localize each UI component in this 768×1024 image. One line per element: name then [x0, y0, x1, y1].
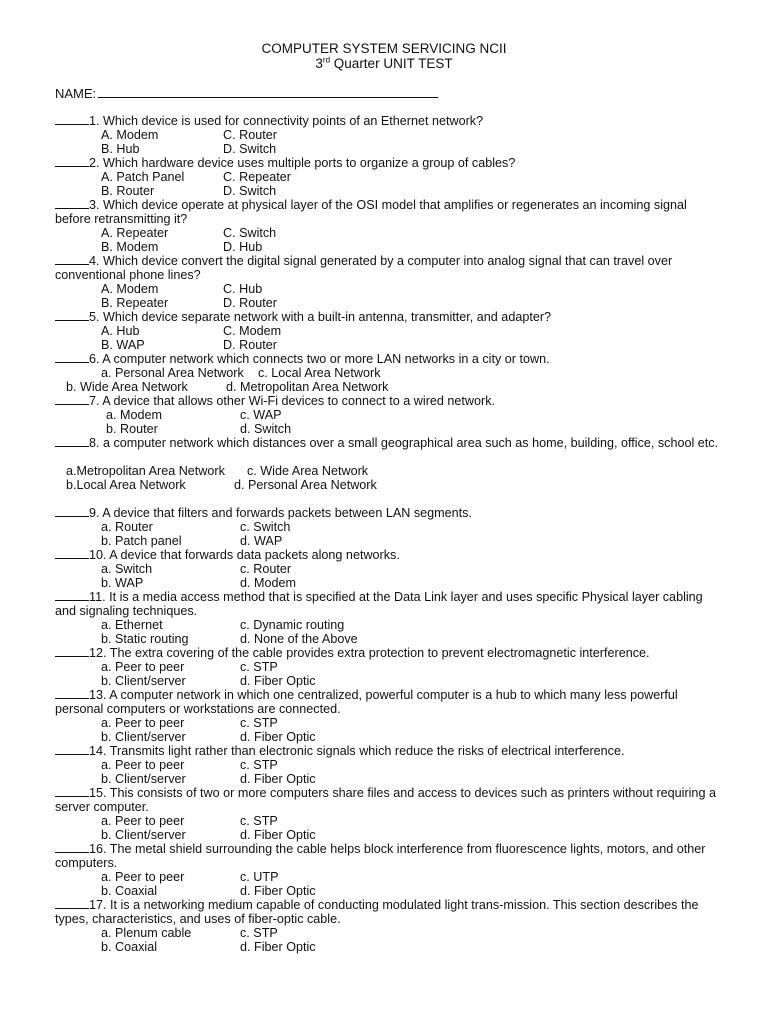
answer-option: b. Static routing: [101, 632, 189, 646]
answer-option: B. Modem: [101, 240, 159, 254]
answer-option: A. Hub: [101, 324, 140, 338]
answer-option: b. Patch panel: [101, 534, 182, 548]
question-13: [55, 688, 720, 716]
question-text: 10. A device that forwards data packets along networks.: [89, 548, 400, 562]
answer-option: b. Router: [106, 422, 158, 436]
answer-option: B. Repeater: [101, 296, 169, 310]
answer-option: b.Local Area Network: [66, 478, 186, 492]
question-text: 15. This consists of two or more computers share files and access to devices such as printers without requiring a server computer.: [55, 786, 716, 814]
question-4: [55, 254, 720, 282]
answer-option: A. Modem: [101, 128, 159, 142]
question-text: 7. A device that allows other Wi-Fi devices to connect to a wired network.: [89, 394, 495, 408]
page-subtitle: [0, 56, 768, 72]
answer-option: c. WAP: [240, 408, 282, 422]
answer-option: c. STP: [240, 926, 278, 940]
answer-blank[interactable]: [55, 353, 89, 363]
answer-blank[interactable]: [55, 507, 89, 517]
answer-option: C. Switch: [223, 226, 277, 240]
answer-option: d. WAP: [240, 534, 283, 548]
answer-option: a. Ethernet: [101, 618, 163, 632]
question-text: 14. Transmits light rather than electronic signals which reduce the risks of electrical interference.: [89, 744, 625, 758]
answer-blank[interactable]: [55, 647, 89, 657]
answer-option: d. Fiber Optic: [240, 730, 316, 744]
answer-option: d. Fiber Optic: [240, 828, 316, 842]
answer-option: a. Plenum cable: [101, 926, 192, 940]
answer-option: D. Router: [223, 296, 277, 310]
answer-blank[interactable]: [55, 157, 89, 167]
answer-option: c. Local Area Network: [258, 366, 381, 380]
answer-blank[interactable]: [55, 689, 89, 699]
question-1: [55, 114, 720, 128]
question-17: [55, 898, 720, 926]
answer-option: d. Personal Area Network: [234, 478, 377, 492]
answer-option: c. STP: [240, 660, 278, 674]
name-blank-line[interactable]: [98, 87, 438, 98]
question-9: [55, 506, 720, 520]
answer-option: d. Fiber Optic: [240, 772, 316, 786]
answer-option: d. Metropolitan Area Network: [226, 380, 389, 394]
question-text: 1. Which device is used for connectivity points of an Ethernet network?: [89, 114, 484, 128]
answer-option: C. Router: [223, 128, 277, 142]
answer-option: b. Wide Area Network: [66, 380, 188, 394]
subtitle-ordinal: 3: [315, 56, 323, 71]
answer-blank[interactable]: [55, 395, 89, 405]
question-text: 6. A computer network which connects two or more LAN networks in a city or town.: [89, 352, 550, 366]
answer-option: a. Modem: [106, 408, 162, 422]
answer-option: a. Router: [101, 520, 153, 534]
answer-option: C. Modem: [223, 324, 282, 338]
question-11: [55, 590, 720, 618]
answer-blank[interactable]: [55, 591, 89, 601]
question-14: [55, 744, 720, 758]
question-text: 8. a computer network which distances over a small geographical area such as home, building, office, school etc.: [89, 436, 719, 450]
answer-blank[interactable]: [55, 255, 89, 265]
answer-option: B. WAP: [101, 338, 145, 352]
answer-blank[interactable]: [55, 437, 89, 447]
answer-option: d. Fiber Optic: [240, 674, 316, 688]
answer-option: D. Switch: [223, 142, 277, 156]
answer-option: a. Peer to peer: [101, 814, 185, 828]
answer-option: a. Switch: [101, 562, 153, 576]
question-text: 11. It is a media access method that is specified at the Data Link layer and uses specific Physical layer cabling and signaling techniques.: [55, 590, 703, 618]
answer-option: A. Patch Panel: [101, 170, 185, 184]
name-label: NAME:: [55, 86, 97, 101]
answer-option: d. Modem: [240, 576, 296, 590]
answer-option: d. Switch: [240, 422, 292, 436]
question-text: 2. Which hardware device uses multiple ports to organize a group of cables?: [89, 156, 516, 170]
page-title: COMPUTER SYSTEM SERVICING NCII: [261, 41, 507, 56]
question-text: 16. The metal shield surrounding the cable helps block interference from fluorescence lights, motors, and other computers.: [55, 842, 706, 870]
answer-blank[interactable]: [55, 115, 89, 125]
question-3: [55, 198, 720, 226]
answer-option: c. Wide Area Network: [247, 464, 369, 478]
question-text: 12. The extra covering of the cable provides extra protection to prevent electromagnetic interference.: [89, 646, 650, 660]
answer-option: a. Personal Area Network: [101, 366, 244, 380]
answer-option: a. Peer to peer: [101, 870, 185, 884]
answer-option: b. Client/server: [101, 772, 186, 786]
question-text: 17. It is a networking medium capable of conducting modulated light trans-mission. This section describes the types, characteristics, and uses of fiber-optic cable.: [55, 898, 699, 926]
answer-option: A. Repeater: [101, 226, 169, 240]
answer-option: c. Dynamic routing: [240, 618, 345, 632]
answer-option: b. Coaxial: [101, 940, 158, 954]
question-text: 3. Which device operate at physical layer of the OSI model that amplifies or regenerates an incoming signal before retransmitting it?: [55, 198, 687, 226]
answer-option: D. Hub: [223, 240, 263, 254]
answer-option: c. STP: [240, 716, 278, 730]
answer-option: a. Peer to peer: [101, 758, 185, 772]
answer-option: c. STP: [240, 758, 278, 772]
answer-option: B. Router: [101, 184, 155, 198]
subtitle-rest: Quarter UNIT TEST: [330, 56, 453, 71]
question-text: 5. Which device separate network with a built-in antenna, transmitter, and adapter?: [89, 310, 552, 324]
question-text: 13. A computer network in which one centralized, powerful computer is a hub to which many less powerful personal computers or workstations are connected.: [55, 688, 678, 716]
answer-option: a. Peer to peer: [101, 716, 185, 730]
answer-blank[interactable]: [55, 843, 89, 853]
answer-option: a. Peer to peer: [101, 660, 185, 674]
question-text: 9. A device that filters and forwards packets between LAN segments.: [89, 506, 472, 520]
question-12: [55, 646, 720, 660]
answer-option: a.Metropolitan Area Network: [66, 464, 225, 478]
answer-blank[interactable]: [55, 311, 89, 321]
answer-blank[interactable]: [55, 745, 89, 755]
answer-option: A. Modem: [101, 282, 159, 296]
subtitle-superscript: rd: [322, 55, 331, 65]
question-15: [55, 786, 720, 814]
question-2: [55, 156, 720, 170]
answer-option: d. Fiber Optic: [240, 940, 316, 954]
answer-option: b. Client/server: [101, 730, 186, 744]
answer-option: D. Router: [223, 338, 277, 352]
answer-option: b. Client/server: [101, 674, 186, 688]
answer-option: b. Client/server: [101, 828, 186, 842]
answer-option: c. Switch: [240, 520, 291, 534]
question-6: [55, 352, 720, 366]
answer-option: d. None of the Above: [240, 632, 358, 646]
question-5: [55, 310, 720, 324]
answer-option: b. Coaxial: [101, 884, 158, 898]
question-16: [55, 842, 720, 870]
answer-option: c. UTP: [240, 870, 279, 884]
answer-option: C. Hub: [223, 282, 263, 296]
answer-option: c. STP: [240, 814, 278, 828]
answer-option: D. Switch: [223, 184, 277, 198]
answer-option: b. WAP: [101, 576, 144, 590]
answer-blank[interactable]: [55, 549, 89, 559]
answer-blank[interactable]: [55, 899, 89, 909]
answer-blank[interactable]: [55, 787, 89, 797]
question-7: [55, 394, 720, 408]
question-text: 4. Which device convert the digital signal generated by a computer into analog signal that can travel over conventional phone lines?: [55, 254, 673, 282]
answer-option: d. Fiber Optic: [240, 884, 316, 898]
answer-blank[interactable]: [55, 199, 89, 209]
answer-option: c. Router: [240, 562, 292, 576]
answer-option: B. Hub: [101, 142, 140, 156]
question-8: [55, 436, 720, 450]
answer-option: C. Repeater: [223, 170, 291, 184]
name-field-row: [55, 86, 438, 101]
question-10: [55, 548, 720, 562]
